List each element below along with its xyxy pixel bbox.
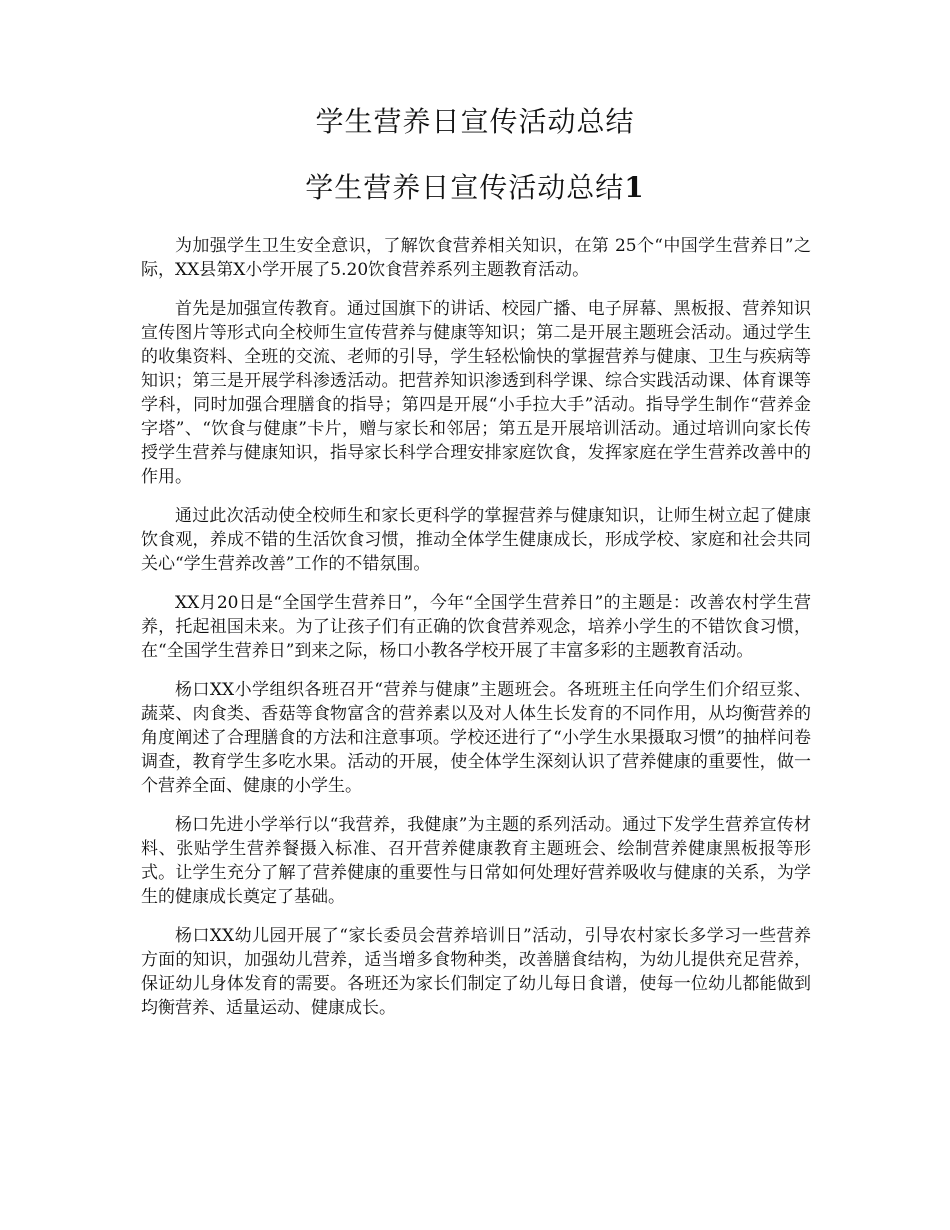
paragraph: 首先是加强宣传教育。通过国旗下的讲话、校园广播、电子屏幕、黑板报、营养知识宣传图片等形式向全校师生宣传营养与健康等知识；第二是开展主题班会活动。通过学生的收集资料、全班的交流、老师的引导，学生轻松愉快的掌握营养与健康、卫生与疾病等知识；第三是开展学科渗透活动。把营养知识渗透到科学课、综合实践活动课、体育课等学科，同时加强合理膳食的指导；第四是开展“小手拉大手”活动。指导学生制作“营养金字塔”、“饮食与健康”卡片，赠与家长和邻居；第五是开展培训活动。通过培训向家长传授学生营养与健康知识，指导家长科学合理安排家庭饮食，发挥家庭在学生营养改善中的作用。 <box>141 299 811 487</box>
document-title: 学生营养日宣传活动总结 <box>315 105 635 138</box>
paragraph: 为加强学生卫生安全意识，了解饮食营养相关知识，在第 25个“中国学生营养日”之际，XX县第X小学开展了5.20饮食营养系列主题教育活动。 <box>141 236 811 280</box>
paragraph: XX月20日是“全国学生营养日”，今年“全国学生营养日”的主题是：改善农村学生营养，托起祖国未来。为了让孩子们有正确的饮食营养观念，培养小学生的不错饮食习惯，在“全国学生营养日”到来之际，杨口小教各学校开展了丰富多彩的主题教育活动。 <box>141 593 811 661</box>
subtitle-number: 1 <box>624 171 645 204</box>
subtitle-text: 学生营养日宣传活动总结 <box>305 171 625 204</box>
document-body <box>141 234 811 1035</box>
paragraph: 杨口XX幼儿园开展了“家长委员会营养培训日”活动，引导农村家长多学习一些营养方面的知识，加强幼儿营养，适当增多食物种类，改善膳食结构，为幼儿提供充足营养，保证幼儿身体发育的需要。各班还为家长们制定了幼儿每日食谱，使每一位幼儿都能做到均衡营养、适量运动、健康成长。 <box>141 926 811 1018</box>
paragraph: 杨口先进小学举行以“我营养，我健康”为主题的系列活动。通过下发学生营养宣传材料、张贴学生营养餐摄入标准、召开营养健康教育主题班会、绘制营养健康黑板报等形式。让学生充分了解了营养健康的重要性与日常如何处理好营养吸收与健康的关系，为学生的健康成长奠定了基础。 <box>141 815 811 907</box>
paragraph: 通过此次活动使全校师生和家长更科学的掌握营养与健康知识，让师生树立起了健康饮食观，养成不错的生活饮食习惯，推动全体学生健康成长，形成学校、家庭和社会共同关心“学生营养改善”工作的不错氛围。 <box>141 506 811 574</box>
document-subtitle <box>0 170 950 206</box>
paragraph: 杨口XX小学组织各班召开“营养与健康”主题班会。各班班主任向学生们介绍豆浆、蔬菜、肉食类、香菇等食物富含的营养素以及对人体生长发育的不同作用，从均衡营养的角度阐述了合理膳食的方法和注意事项。学校还进行了“小学生水果摄取习惯”的抽样问卷调查，教育学生多吃水果。活动的开展，使全体学生深刻认识了营养健康的重要性，做一个营养全面、健康的小学生。 <box>141 680 811 796</box>
